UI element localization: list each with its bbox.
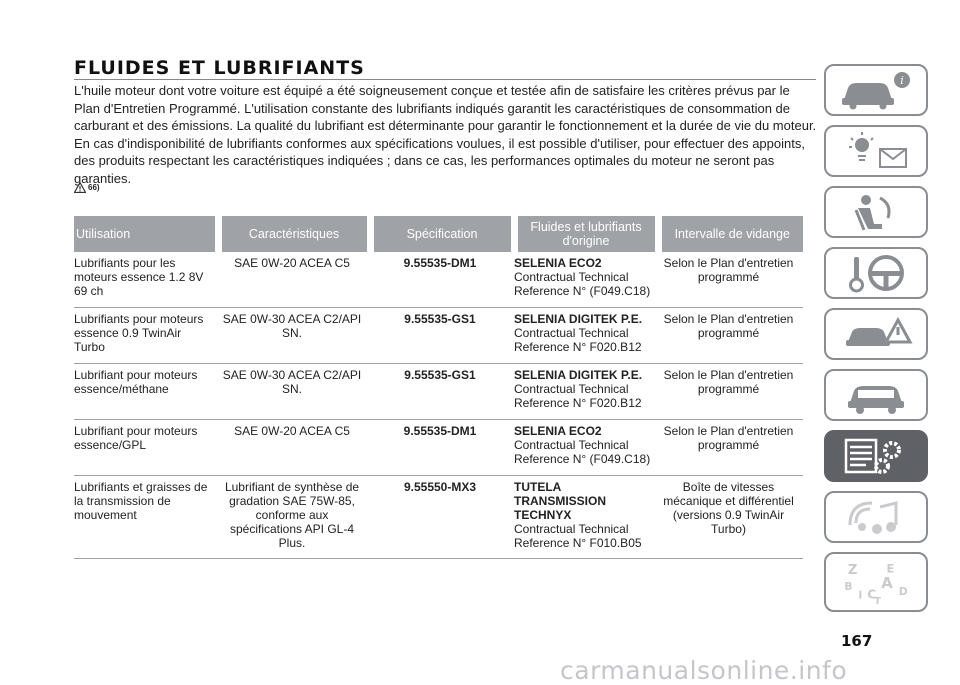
fluid-cell bbox=[514, 364, 658, 420]
tab-maintenance[interactable] bbox=[824, 369, 928, 421]
table-row bbox=[74, 308, 803, 364]
tab-emergency[interactable] bbox=[824, 308, 928, 360]
warning-reference bbox=[74, 182, 100, 193]
tab-starting-driving[interactable] bbox=[824, 247, 928, 299]
svg-text:C: C bbox=[867, 587, 877, 602]
page-number: 167 bbox=[841, 632, 873, 650]
usage-cell: Lubrifiants pour moteurs essence 0.9 TwinAir Turbo bbox=[74, 308, 218, 364]
fluid-cell bbox=[514, 308, 658, 364]
interval-cell: Selon le Plan d'entretien programmé bbox=[658, 364, 803, 420]
steering-key-icon bbox=[836, 251, 916, 295]
header-usage: Utilisation bbox=[74, 216, 218, 252]
characteristics-cell: SAE 0W-20 ACEA C5 bbox=[218, 252, 370, 308]
header-interval: Intervalle de vidange bbox=[658, 216, 803, 252]
svg-text:E: E bbox=[886, 561, 895, 576]
product-detail: Contractual Technical Reference N° F020.B12 bbox=[514, 326, 642, 354]
title-divider bbox=[74, 79, 816, 80]
usage-cell: Lubrifiant pour moteurs essence/GPL bbox=[74, 420, 218, 476]
intro-paragraph: L'huile moteur dont votre voiture est équipé a été soigneusement conçue et testée afin de satisfaire les critères prévus par le Plan d'Entretien Programmé. L'utilisation constante des lubrifiants indiqués garantit les caractéristiques de consommation de carburant et des émissions. La qualité du lubrifiant est déterminante pour garantir le fonctionnement et la durée de vie du moteur. En cas d'indisponibilité de lubrifiants conformes aux spécifications voulues, il est possible d'utiliser, pour effectuer des appoints, des produits respectant les caractéristiques indiquées ; dans ce cas, les performances optimales du moteur ne seront pas garanties. bbox=[74, 83, 817, 186]
tab-safety[interactable] bbox=[824, 186, 928, 238]
svg-text:Z: Z bbox=[847, 563, 858, 579]
product-name: SELENIA DIGITEK P.E. bbox=[514, 312, 643, 326]
warning-lights-icon bbox=[836, 129, 916, 173]
svg-text:T: T bbox=[874, 596, 881, 604]
usage-cell: Lubrifiant pour moteurs essence/méthane bbox=[74, 364, 218, 420]
usage-cell: Lubrifiants et graisses de la transmission de mouvement bbox=[74, 476, 218, 559]
tab-car-info[interactable] bbox=[824, 64, 928, 116]
characteristics-cell: SAE 0W-30 ACEA C2/API SN. bbox=[218, 364, 370, 420]
svg-text:D: D bbox=[898, 586, 908, 599]
table-row bbox=[74, 364, 803, 420]
interval-cell: Boîte de vitesses mécanique et différentiel (versions 0.9 TwinAir Turbo) bbox=[658, 476, 803, 559]
fluid-cell bbox=[514, 420, 658, 476]
page-title: FLUIDES ET LUBRIFIANTS bbox=[74, 57, 365, 79]
table-row bbox=[74, 476, 803, 559]
header-characteristics: Caractéristiques bbox=[218, 216, 370, 252]
fluids-table bbox=[74, 216, 803, 559]
svg-text:i: i bbox=[900, 74, 904, 87]
fluid-cell bbox=[514, 476, 658, 559]
tab-technical-data[interactable] bbox=[824, 430, 928, 482]
svg-text:I: I bbox=[858, 589, 863, 602]
fluid-cell bbox=[514, 252, 658, 308]
header-specification: Spécification bbox=[370, 216, 514, 252]
multimedia-icon bbox=[836, 495, 916, 539]
header-fluids: Fluides et lubrifiants d'origine bbox=[514, 216, 658, 252]
characteristics-cell: SAE 0W-30 ACEA C2/API SN. bbox=[218, 308, 370, 364]
interval-cell: Selon le Plan d'entretien programmé bbox=[658, 308, 803, 364]
interval-cell: Selon le Plan d'entretien programmé bbox=[658, 420, 803, 476]
usage-cell: Lubrifiants pour les moteurs essence 1.2 8V 69 ch bbox=[74, 252, 218, 308]
specification-cell: 9.55550-MX3 bbox=[370, 476, 514, 559]
product-name: SELENIA DIGITEK P.E. bbox=[514, 368, 643, 382]
product-name: TUTELA TRANSMISSION TECHNYX bbox=[514, 480, 607, 522]
product-detail: Contractual Technical Reference N° (F049.C18) bbox=[514, 270, 651, 298]
specification-cell: 9.55535-DM1 bbox=[370, 420, 514, 476]
index-icon bbox=[836, 560, 916, 604]
product-detail: Contractual Technical Reference N° F010.B05 bbox=[514, 522, 642, 550]
svg-text:A: A bbox=[881, 574, 893, 593]
product-detail: Contractual Technical Reference N° (F049.C18) bbox=[514, 438, 651, 466]
product-name: SELENIA ECO2 bbox=[514, 424, 602, 438]
interval-cell: Selon le Plan d'entretien programmé bbox=[658, 252, 803, 308]
tab-warning-lights[interactable] bbox=[824, 125, 928, 177]
specification-cell: 9.55535-GS1 bbox=[370, 364, 514, 420]
table-row bbox=[74, 420, 803, 476]
warning-triangle-icon bbox=[74, 182, 86, 193]
table-header-row bbox=[74, 216, 803, 252]
characteristics-cell: Lubrifiant de synthèse de gradation SAE 75W-85, conforme aux spécifications API GL-4 Plus. bbox=[218, 476, 370, 559]
specification-cell: 9.55535-GS1 bbox=[370, 308, 514, 364]
technical-data-icon bbox=[836, 434, 916, 478]
car-info-icon bbox=[836, 68, 916, 112]
tab-multimedia[interactable] bbox=[824, 491, 928, 543]
warning-ref-number: 66) bbox=[88, 183, 100, 192]
svg-text:B: B bbox=[844, 580, 853, 593]
car-maintenance-icon bbox=[836, 373, 916, 417]
product-name: SELENIA ECO2 bbox=[514, 256, 602, 270]
table-row bbox=[74, 252, 803, 308]
emergency-icon bbox=[836, 312, 916, 356]
specification-cell: 9.55535-DM1 bbox=[370, 252, 514, 308]
tab-index[interactable] bbox=[824, 552, 928, 612]
product-detail: Contractual Technical Reference N° F020.B12 bbox=[514, 382, 642, 410]
seat-safety-icon bbox=[836, 190, 916, 234]
characteristics-cell: SAE 0W-20 ACEA C5 bbox=[218, 420, 370, 476]
watermark: carmanualsonline.info bbox=[560, 656, 848, 685]
